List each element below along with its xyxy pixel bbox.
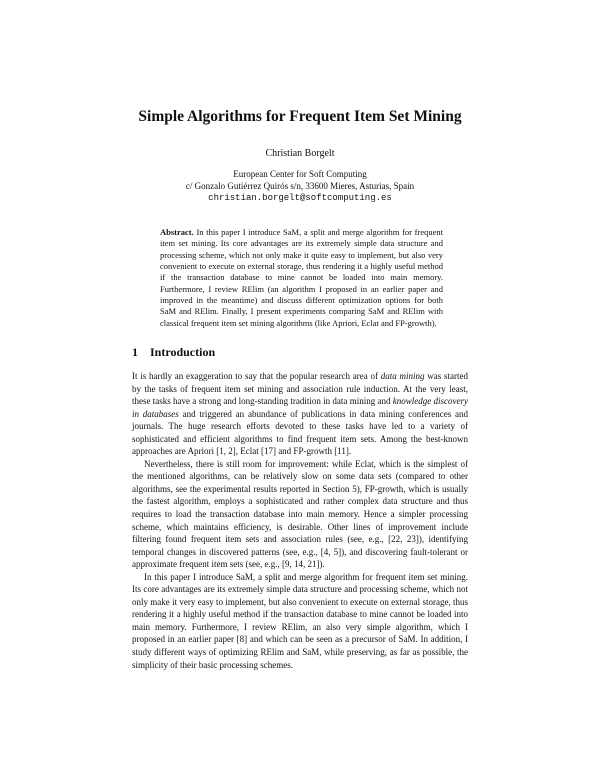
address: c/ Gonzalo Gutiérrez Quirós s/n, 33600 Mieres, Asturias, Spain [185, 181, 415, 191]
section-number: 1 [132, 345, 138, 359]
section-heading [132, 345, 215, 360]
affiliation [0, 168, 600, 204]
paragraph-3: In this paper I introduce SaM, a split and merge algorithm for frequent item set mining. Its core advantages are its extremely simple data structure and processing scheme, which not only make it very easy to implement, but also convenient to execute on external storage, thus rendering it a highly useful method if the transaction database to mine cannot be loaded into main memory. Furthermore, I review RElim, an also very simple algorithm, which I proposed in an earlier paper [8] and which can be seen as a precursor of SaM. In addition, I study different ways of optimizing RElim and SaM, while preserving, as far as possible, the simplicity of their basic processing schemes. [132, 571, 468, 670]
abstract-label: Abstract. [160, 227, 194, 237]
abstract [160, 227, 443, 329]
paragraph-2: Nevertheless, there is still room for improvement: while Eclat, which is the simplest of the mentioned algorithms, can be relatively slow on some data sets (compared to other algorithms, see the experimental results reported in Section 5), FP-growth, which is usually the fastest algorithm, employs a sophisticated and rather complex data structure and thus requires to load the transaction database into main memory. Hence a simpler processing scheme, which maintains efficiency, is desirable. Other lines of improvement include filtering found frequent item sets and association rules (see, e.g., [22, 23]), identifying temporal changes in discovered patterns (see, e.g., [4, 5]), and discovering fault-tolerant or approximate frequent item sets (see, e.g., [9, 14, 21]). [132, 458, 468, 570]
institution: European Center for Soft Computing [233, 169, 367, 179]
paragraph-1-text-c: and triggered an abundance of publications in data mining conferences and journals. The huge research efforts devoted to these tasks have led to a variety of sophisticated and efficient algorithms to find frequent item sets. Among the best-known approaches are Apriori [1, 2], Eclat [17] and FP-growth [11]. [132, 408, 468, 457]
emphasis-kdd: knowledge discovery in databases [132, 396, 468, 419]
author-name: Christian Borgelt [265, 148, 335, 159]
paragraph-1 [132, 370, 468, 458]
paragraph-1-text-b: was started by the tasks of frequent item set mining and association rule induction. At the very least, these tasks have a strong and long-standing tradition in data mining and [132, 371, 468, 407]
abstract-text: In this paper I introduce SaM, a split and merge algorithm for frequent item set mining. Its core advantages are its extremely simple data structure and processing scheme, which not only make it quite easy to implement, but also very convenient to execute on external storage, thus rendering it a highly useful method if the transaction database to mine cannot be loaded into main memory. Furthermore, I review RElim (an algorithm I proposed in an earlier paper and improved in the meantime) and discuss different optimization options for both SaM and RElim. Finally, I present experiments comparing SaM and RElim with classical frequent item set mining algorithms (like Apriori, Eclat and FP-growth). [160, 227, 444, 328]
section-title: Introduction [150, 345, 216, 359]
author-email: christian.borgelt@softcomputing.es [208, 193, 392, 203]
paragraph-1-text-a: It is hardly an exaggeration to say that the popular research area of [132, 371, 381, 381]
paper-title: Simple Algorithms for Frequent Item Set Mining [138, 108, 462, 125]
emphasis-data-mining: data mining [380, 371, 425, 381]
section-body [132, 370, 468, 671]
